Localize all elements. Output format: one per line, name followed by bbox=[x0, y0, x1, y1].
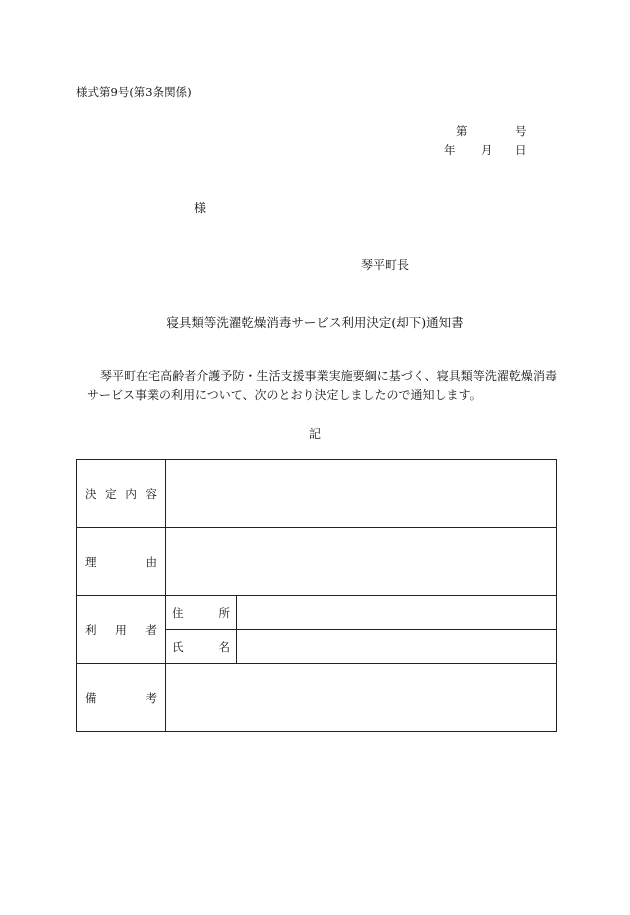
date-year: 年 bbox=[444, 143, 456, 157]
ki-heading: 記 bbox=[308, 427, 321, 441]
reason-label bbox=[77, 528, 166, 596]
remarks-label bbox=[77, 664, 166, 732]
issuer-name: 琴平町長 bbox=[361, 258, 410, 272]
document-number bbox=[456, 123, 468, 139]
address-value-cell[interactable] bbox=[237, 596, 557, 630]
address-char: 住 bbox=[172, 605, 184, 620]
name-char: 氏 bbox=[172, 639, 184, 654]
user-label bbox=[77, 596, 166, 664]
record-table bbox=[76, 459, 557, 732]
name-value-cell[interactable] bbox=[237, 630, 557, 664]
user-char: 利 bbox=[85, 622, 97, 637]
number-label-go: 号 bbox=[515, 124, 527, 138]
remarks-char: 備 bbox=[85, 690, 97, 705]
user-address-row bbox=[77, 596, 557, 630]
reason-row bbox=[77, 528, 557, 596]
addressee-honorific: 様 bbox=[194, 201, 207, 215]
decision-char: 決 bbox=[85, 486, 97, 501]
name-label bbox=[166, 630, 237, 664]
decision-char: 定 bbox=[105, 486, 117, 501]
user-char: 者 bbox=[145, 622, 157, 637]
number-label-dai: 第 bbox=[456, 124, 468, 138]
decision-char: 容 bbox=[145, 486, 157, 501]
address-label bbox=[166, 596, 237, 630]
reason-value-cell[interactable] bbox=[166, 528, 557, 596]
remarks-row bbox=[77, 664, 557, 732]
reason-char: 由 bbox=[145, 554, 157, 569]
decision-row bbox=[77, 460, 557, 528]
name-char: 名 bbox=[218, 639, 230, 654]
remarks-char: 考 bbox=[145, 690, 157, 705]
form-code: 様式第9号(第3条関係) bbox=[76, 85, 192, 99]
document-title: 寝具類等洗濯乾燥消毒サービス利用決定(却下)通知書 bbox=[166, 315, 464, 330]
address-char: 所 bbox=[218, 605, 230, 620]
date-day: 日 bbox=[515, 143, 527, 157]
user-char: 用 bbox=[115, 622, 127, 637]
reason-char: 理 bbox=[85, 554, 97, 569]
decision-char: 内 bbox=[125, 486, 137, 501]
body-text: 琴平町在宅高齢者介護予防・生活支援事業実施要綱に基づく、寝具類等洗濯乾燥消毒サービス事業の利用について、次のとおり決定しましたので通知します。 bbox=[87, 369, 557, 402]
date-month: 月 bbox=[481, 143, 493, 157]
decision-value-cell[interactable] bbox=[166, 460, 557, 528]
decision-label bbox=[77, 460, 166, 528]
remarks-value-cell[interactable] bbox=[166, 664, 557, 732]
document-number-suffix bbox=[515, 123, 527, 139]
